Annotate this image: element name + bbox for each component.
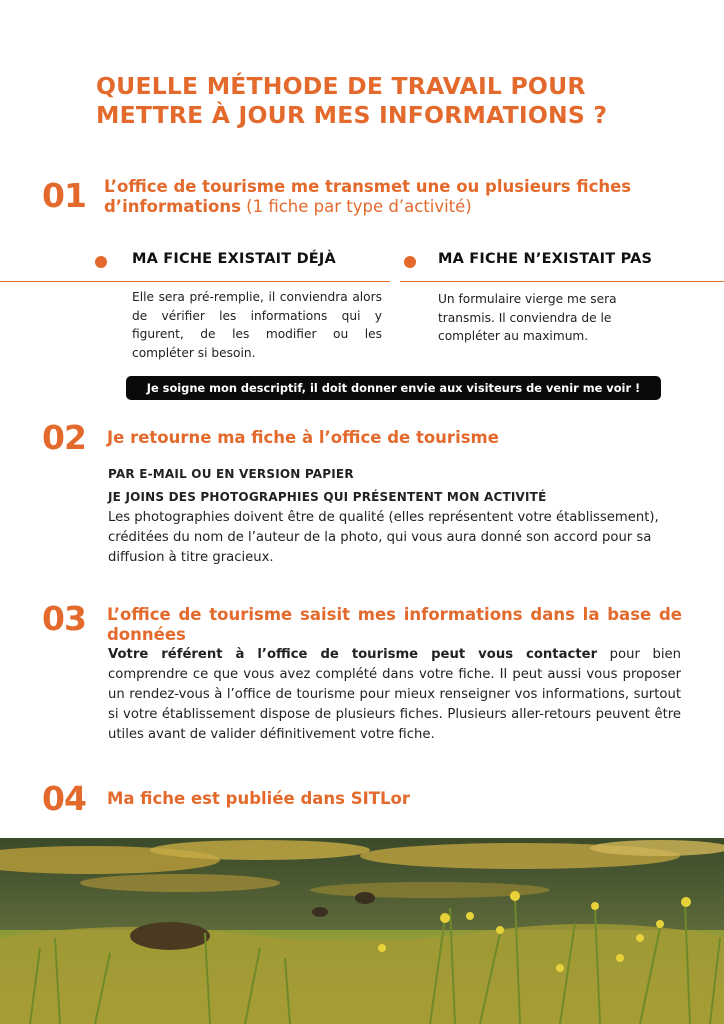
step-01-title xyxy=(104,177,664,217)
step-number-04: 04 xyxy=(42,779,86,818)
tip-banner: Je soigne mon descriptif, il doit donner envie aux visiteurs de venir me voir ! xyxy=(126,376,661,400)
step-02-subheading-email: PAR E-MAIL OU EN VERSION PAPIER xyxy=(108,467,354,481)
step-number-01: 01 xyxy=(42,176,86,215)
step-01-title-note: (1 fiche par type d’activité) xyxy=(240,197,472,216)
bullet-dot-icon xyxy=(404,256,416,268)
step-number-03: 03 xyxy=(42,599,86,638)
step-03-text-rest: pour bien comprendre ce que vous avez complété dans votre fiche. Il peut aussi vous proposer un rendez-vous à l’office de tourisme pour mieux renseigner vos informations, surtout si votre établissement dispose de plusieurs fiches. Plusieurs aller-retours peuvent être utiles avant de valider définitivement votre fiche. xyxy=(108,647,681,742)
step-03-text xyxy=(108,645,681,745)
step-03-text-bold: Votre référent à l’office de tourisme peut vous contacter xyxy=(108,647,598,662)
divider xyxy=(400,281,724,282)
page-title: QUELLE MÉTHODE DE TRAVAIL POUR METTRE À JOUR MES INFORMATIONS ? xyxy=(96,72,608,129)
col-right-text: Un formulaire vierge me sera transmis. Il conviendra de le compléter au maximum. xyxy=(438,292,617,343)
col-left-text: Elle sera pré-remplie, il conviendra alors de vérifier les informations qui y figurent, de les modifier ou les compléter si besoin. xyxy=(132,290,382,360)
step-01-title-main: L’office de tourisme me transmet une ou plusieurs fiches d’informations xyxy=(104,177,632,216)
step-02-title: Je retourne ma fiche à l’office de tourisme xyxy=(107,428,499,447)
divider xyxy=(0,281,390,282)
step-03-title: L’office de tourisme saisit mes informations dans la base de données xyxy=(107,605,682,644)
col-left-heading: MA FICHE EXISTAIT DÉJÀ xyxy=(132,251,336,267)
col-right-heading: MA FICHE N’EXISTAIT PAS xyxy=(438,251,653,267)
step-02-text: Les photographies doivent être de qualité (elles représentent votre établissement), créditées du nom de l’auteur de la photo, qui vous aura donné son accord pour sa diffusion à titre gracieux. xyxy=(108,510,659,565)
step-02-subheading-photos: JE JOINS DES PHOTOGRAPHIES QUI PRÉSENTENT MON ACTIVITÉ xyxy=(108,490,547,504)
step-number-02: 02 xyxy=(42,418,86,457)
step-04-title: Ma fiche est publiée dans SITLor xyxy=(107,789,410,808)
pond-photo xyxy=(0,838,724,1024)
bullet-dot-icon xyxy=(95,256,107,268)
